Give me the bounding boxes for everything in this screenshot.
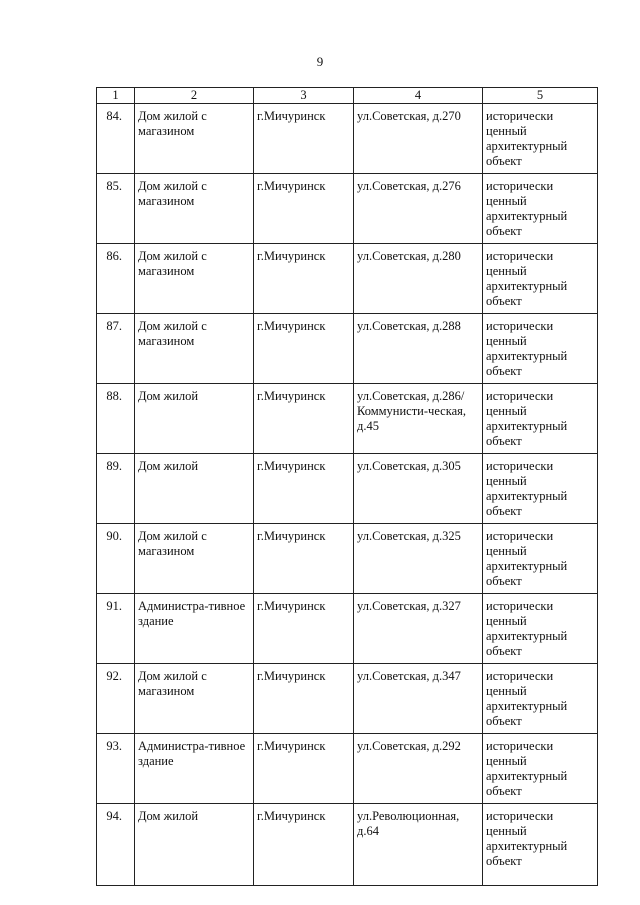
address: ул.Советская, д.327	[354, 594, 483, 664]
city: г.Мичуринск	[254, 244, 354, 314]
table-row	[97, 734, 598, 804]
object-name: Дом жилой с магазином	[135, 524, 254, 594]
city: г.Мичуринск	[254, 594, 354, 664]
address: ул.Советская, д.305	[354, 454, 483, 524]
category: исторически ценный архитектурный объект	[483, 384, 598, 454]
object-name: Администра-тивное здание	[135, 594, 254, 664]
table-row	[97, 594, 598, 664]
column-header-4: 4	[354, 88, 483, 104]
category: исторически ценный архитектурный объект	[483, 104, 598, 174]
table-row	[97, 314, 598, 384]
object-name: Дом жилой	[135, 454, 254, 524]
address: ул.Советская, д.276	[354, 174, 483, 244]
object-name: Дом жилой	[135, 384, 254, 454]
category: исторически ценный архитектурный объект	[483, 734, 598, 804]
object-name: Дом жилой	[135, 804, 254, 886]
city: г.Мичуринск	[254, 524, 354, 594]
city: г.Мичуринск	[254, 804, 354, 886]
table-row	[97, 384, 598, 454]
city: г.Мичуринск	[254, 104, 354, 174]
address: ул.Советская, д.288	[354, 314, 483, 384]
row-number: 91.	[97, 594, 135, 664]
table-row	[97, 174, 598, 244]
object-name: Администра-тивное здание	[135, 734, 254, 804]
city: г.Мичуринск	[254, 174, 354, 244]
address: ул.Советская, д.270	[354, 104, 483, 174]
heritage-objects-table	[96, 87, 598, 886]
category: исторически ценный архитектурный объект	[483, 174, 598, 244]
object-name: Дом жилой с магазином	[135, 174, 254, 244]
row-number: 94.	[97, 804, 135, 886]
table-row	[97, 664, 598, 734]
object-name: Дом жилой с магазином	[135, 314, 254, 384]
table-header-row	[97, 88, 598, 104]
row-number: 86.	[97, 244, 135, 314]
row-number: 92.	[97, 664, 135, 734]
column-header-5: 5	[483, 88, 598, 104]
city: г.Мичуринск	[254, 454, 354, 524]
address: ул.Советская, д.292	[354, 734, 483, 804]
table-row	[97, 524, 598, 594]
category: исторически ценный архитектурный объект	[483, 664, 598, 734]
city: г.Мичуринск	[254, 384, 354, 454]
city: г.Мичуринск	[254, 664, 354, 734]
category: исторически ценный архитектурный объект	[483, 314, 598, 384]
row-number: 87.	[97, 314, 135, 384]
address: ул.Советская, д.286/Коммунисти-ческая, д.45	[354, 384, 483, 454]
column-header-1: 1	[97, 88, 135, 104]
row-number: 90.	[97, 524, 135, 594]
table-row	[97, 454, 598, 524]
column-header-2: 2	[135, 88, 254, 104]
table-row	[97, 244, 598, 314]
row-number: 84.	[97, 104, 135, 174]
row-number: 88.	[97, 384, 135, 454]
city: г.Мичуринск	[254, 734, 354, 804]
address: ул.Советская, д.280	[354, 244, 483, 314]
category: исторически ценный архитектурный объект	[483, 804, 598, 886]
object-name: Дом жилой с магазином	[135, 664, 254, 734]
row-number: 89.	[97, 454, 135, 524]
table-row	[97, 804, 598, 886]
object-name: Дом жилой с магазином	[135, 244, 254, 314]
address: ул.Советская, д.347	[354, 664, 483, 734]
category: исторически ценный архитектурный объект	[483, 454, 598, 524]
address: ул.Советская, д.325	[354, 524, 483, 594]
city: г.Мичуринск	[254, 314, 354, 384]
object-name: Дом жилой с магазином	[135, 104, 254, 174]
category: исторически ценный архитектурный объект	[483, 594, 598, 664]
row-number: 85.	[97, 174, 135, 244]
category: исторически ценный архитектурный объект	[483, 524, 598, 594]
table-row	[97, 104, 598, 174]
column-header-3: 3	[254, 88, 354, 104]
page-number: 9	[316, 54, 324, 69]
row-number: 93.	[97, 734, 135, 804]
category: исторически ценный архитектурный объект	[483, 244, 598, 314]
address: ул.Революционная, д.64	[354, 804, 483, 886]
